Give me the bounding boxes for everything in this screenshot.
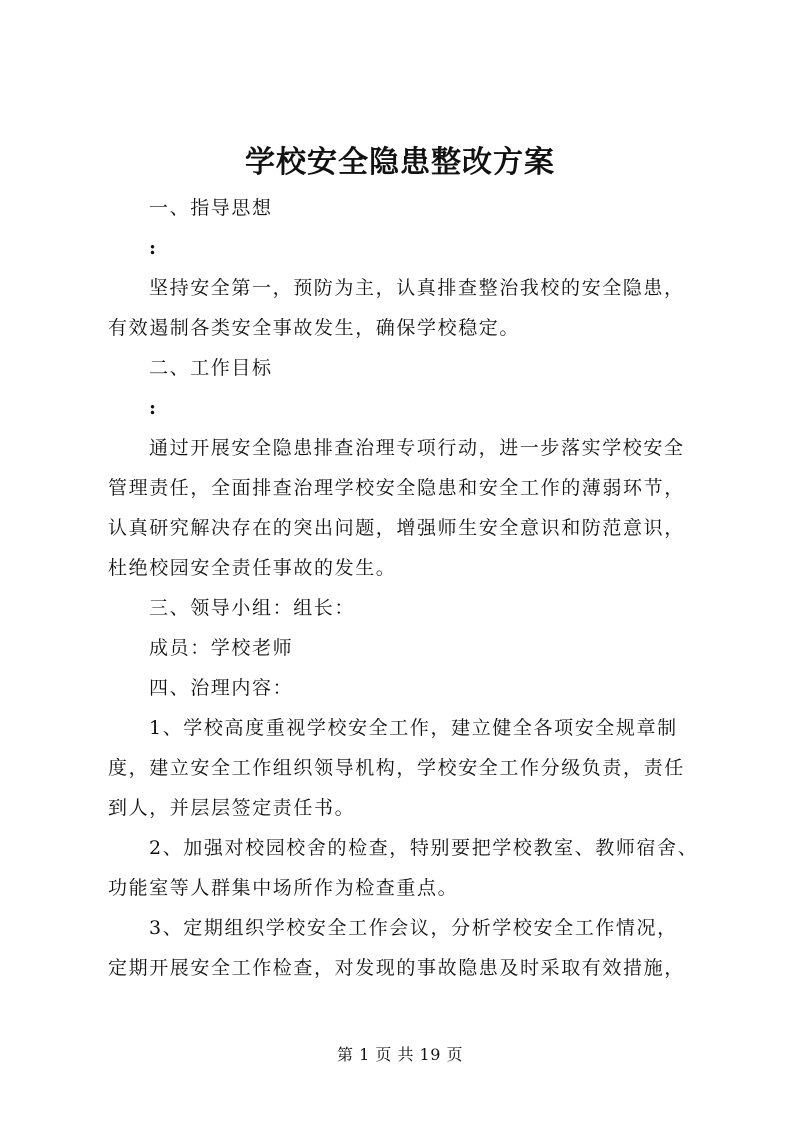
section-heading-guiding-ideology: 一、指导思想 bbox=[149, 197, 273, 219]
document-title: 学校安全隐患整改方案 bbox=[245, 145, 555, 180]
section-heading-governance-content: 四、治理内容： bbox=[149, 677, 294, 699]
list-item-2-line: 功能室等人群集中场所作为检查重点。 bbox=[108, 877, 459, 899]
document-body bbox=[108, 188, 708, 988]
paragraph-line: 管理责任，全面排查治理学校安全隐患和安全工作的薄弱环节， bbox=[108, 477, 685, 499]
members-line: 成员：学校老师 bbox=[149, 637, 294, 659]
list-item-2-line: 2、加强对校园校舍的检查，特别要把学校教室、教师宿舍、 bbox=[149, 837, 699, 859]
section-heading-leadership-group: 三、领导小组：组长： bbox=[149, 597, 356, 619]
page-number-footer: 第 1 页 共 19 页 bbox=[337, 1045, 463, 1064]
paragraph-line: 坚持安全第一，预防为主，认真排查整治我校的安全隐患， bbox=[149, 277, 685, 299]
section-heading-work-goals: 二、工作目标 bbox=[149, 357, 273, 379]
paragraph-line: 通过开展安全隐患排查治理专项行动，进一步落实学校安全 bbox=[149, 437, 685, 459]
paragraph-line: 杜绝校园安全责任事故的发生。 bbox=[108, 557, 397, 579]
list-item-1-line: 度，建立安全工作组织领导机构，学校安全工作分级负责，责任 bbox=[108, 757, 685, 779]
list-item-1-line: 1、学校高度重视学校安全工作，建立健全各项安全规章制 bbox=[149, 717, 678, 739]
paragraph-line: 有效遏制各类安全事故发生，确保学校稳定。 bbox=[108, 317, 521, 339]
colon-line: : bbox=[149, 397, 158, 419]
colon-line: : bbox=[149, 237, 158, 259]
list-item-1-line: 到人，并层层签定责任书。 bbox=[108, 797, 356, 819]
list-item-3-line: 3、定期组织学校安全工作会议，分析学校安全工作情况， bbox=[149, 917, 678, 939]
list-item-3-line: 定期开展安全工作检查，对发现的事故隐患及时采取有效措施， bbox=[108, 957, 685, 979]
paragraph-line: 认真研究解决存在的突出问题，增强师生安全意识和防范意识， bbox=[108, 517, 685, 539]
